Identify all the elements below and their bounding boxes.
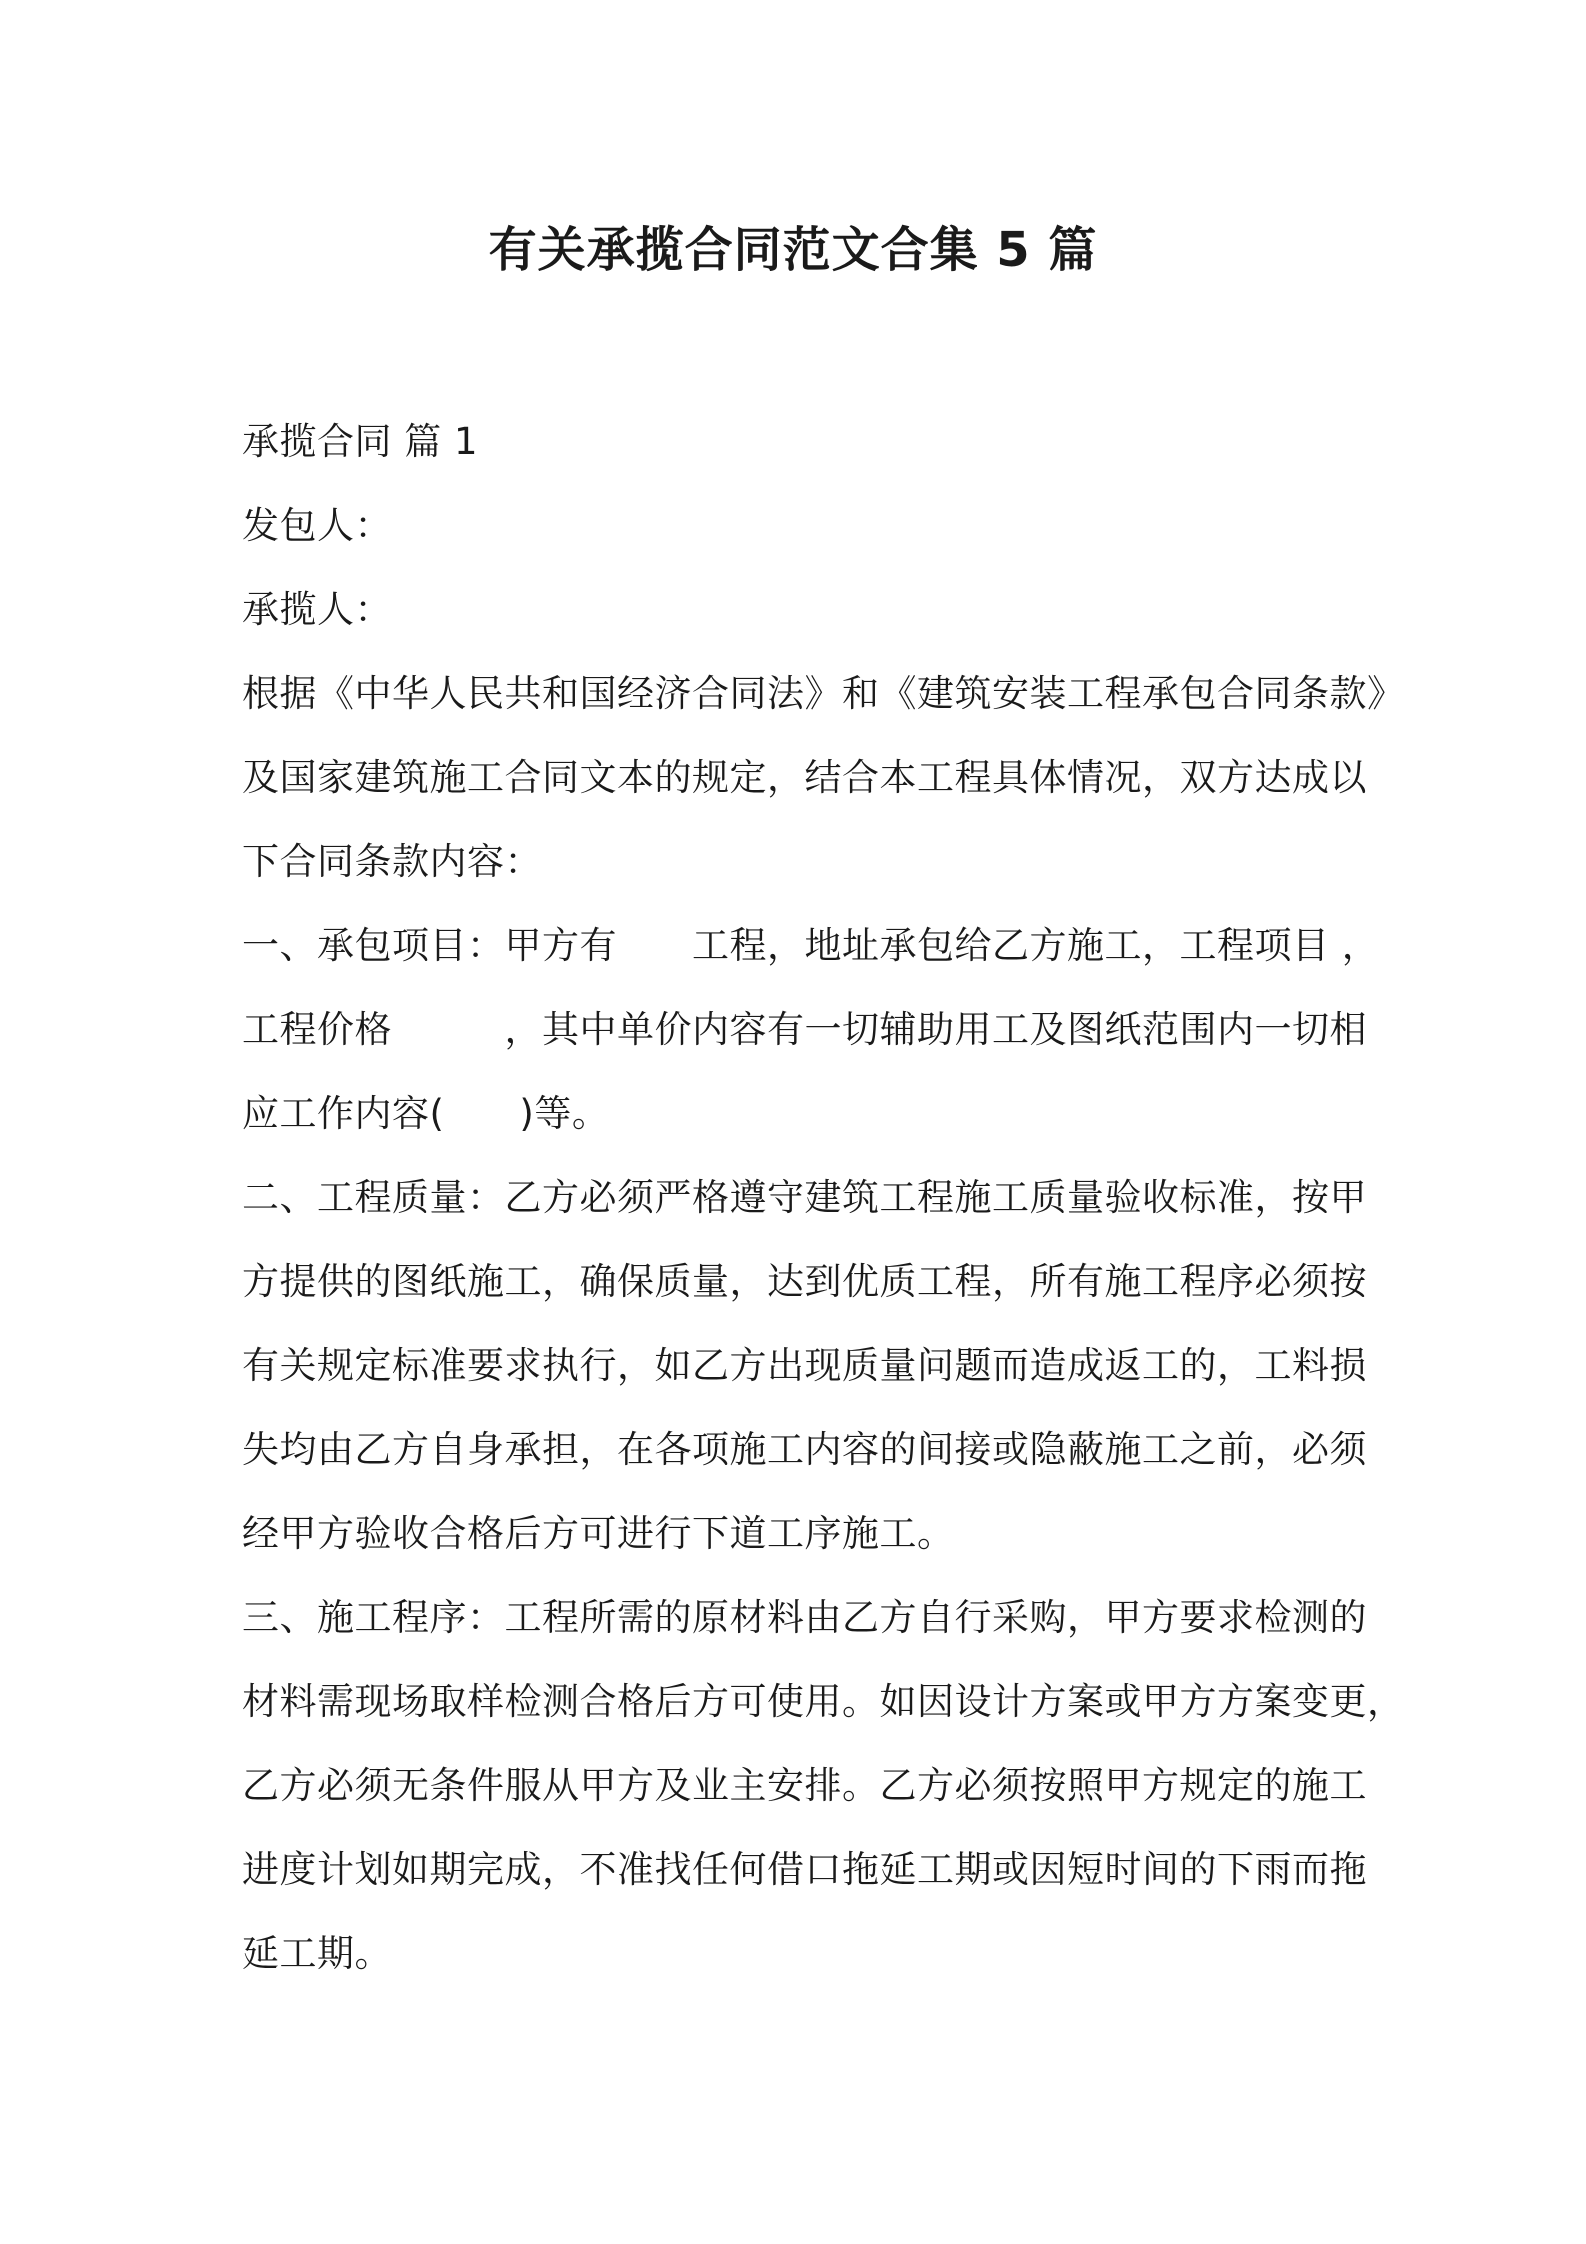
contractor-line: 承揽人： <box>242 588 392 631</box>
clause-line: 有关规定标准要求执行，如乙方出现质量问题而造成返工的，工料损 <box>242 1344 1367 1387</box>
clause-line: 进度计划如期完成，不准找任何借口拖延工期或因短时间的下雨而拖 <box>242 1848 1367 1891</box>
clause-line: 工程价格 ，其中单价内容有一切辅助用工及图纸范围内一切相 <box>242 1008 1367 1051</box>
paragraph-line: 根据《中华人民共和国经济合同法》和《建筑安装工程承包合同条款》 <box>242 672 1405 715</box>
paragraph-line: 下合同条款内容： <box>242 840 542 883</box>
section-heading: 承揽合同 篇 1 <box>242 420 479 463</box>
paragraph-line: 及国家建筑施工合同文本的规定，结合本工程具体情况，双方达成以 <box>242 756 1367 799</box>
clause-line: 延工期。 <box>242 1932 392 1975</box>
employer-line: 发包人： <box>242 504 392 547</box>
document-title: 有关承揽合同范文合集 5 篇 <box>488 222 1098 278</box>
clause-line: 二、工程质量：乙方必须严格遵守建筑工程施工质量验收标准，按甲 <box>242 1176 1367 1219</box>
clause-line: 三、施工程序：工程所需的原材料由乙方自行采购，甲方要求检测的 <box>242 1596 1367 1639</box>
clause-line: 材料需现场取样检测合格后方可使用。如因设计方案或甲方方案变更， <box>242 1680 1405 1723</box>
clause-line: 失均由乙方自身承担，在各项施工内容的间接或隐蔽施工之前，必须 <box>242 1428 1367 1471</box>
clause-line: 乙方必须无条件服从甲方及业主安排。乙方必须按照甲方规定的施工 <box>242 1764 1367 1807</box>
clause-line: 经甲方验收合格后方可进行下道工序施工。 <box>242 1512 955 1555</box>
clause-line: 方提供的图纸施工，确保质量，达到优质工程，所有施工程序必须按 <box>242 1260 1367 1303</box>
clause-line: 一、承包项目：甲方有 工程，地址承包给乙方施工，工程项目 ， <box>242 924 1380 967</box>
document-body <box>242 400 1405 1996</box>
clause-line: 应工作内容( )等。 <box>242 1092 610 1135</box>
